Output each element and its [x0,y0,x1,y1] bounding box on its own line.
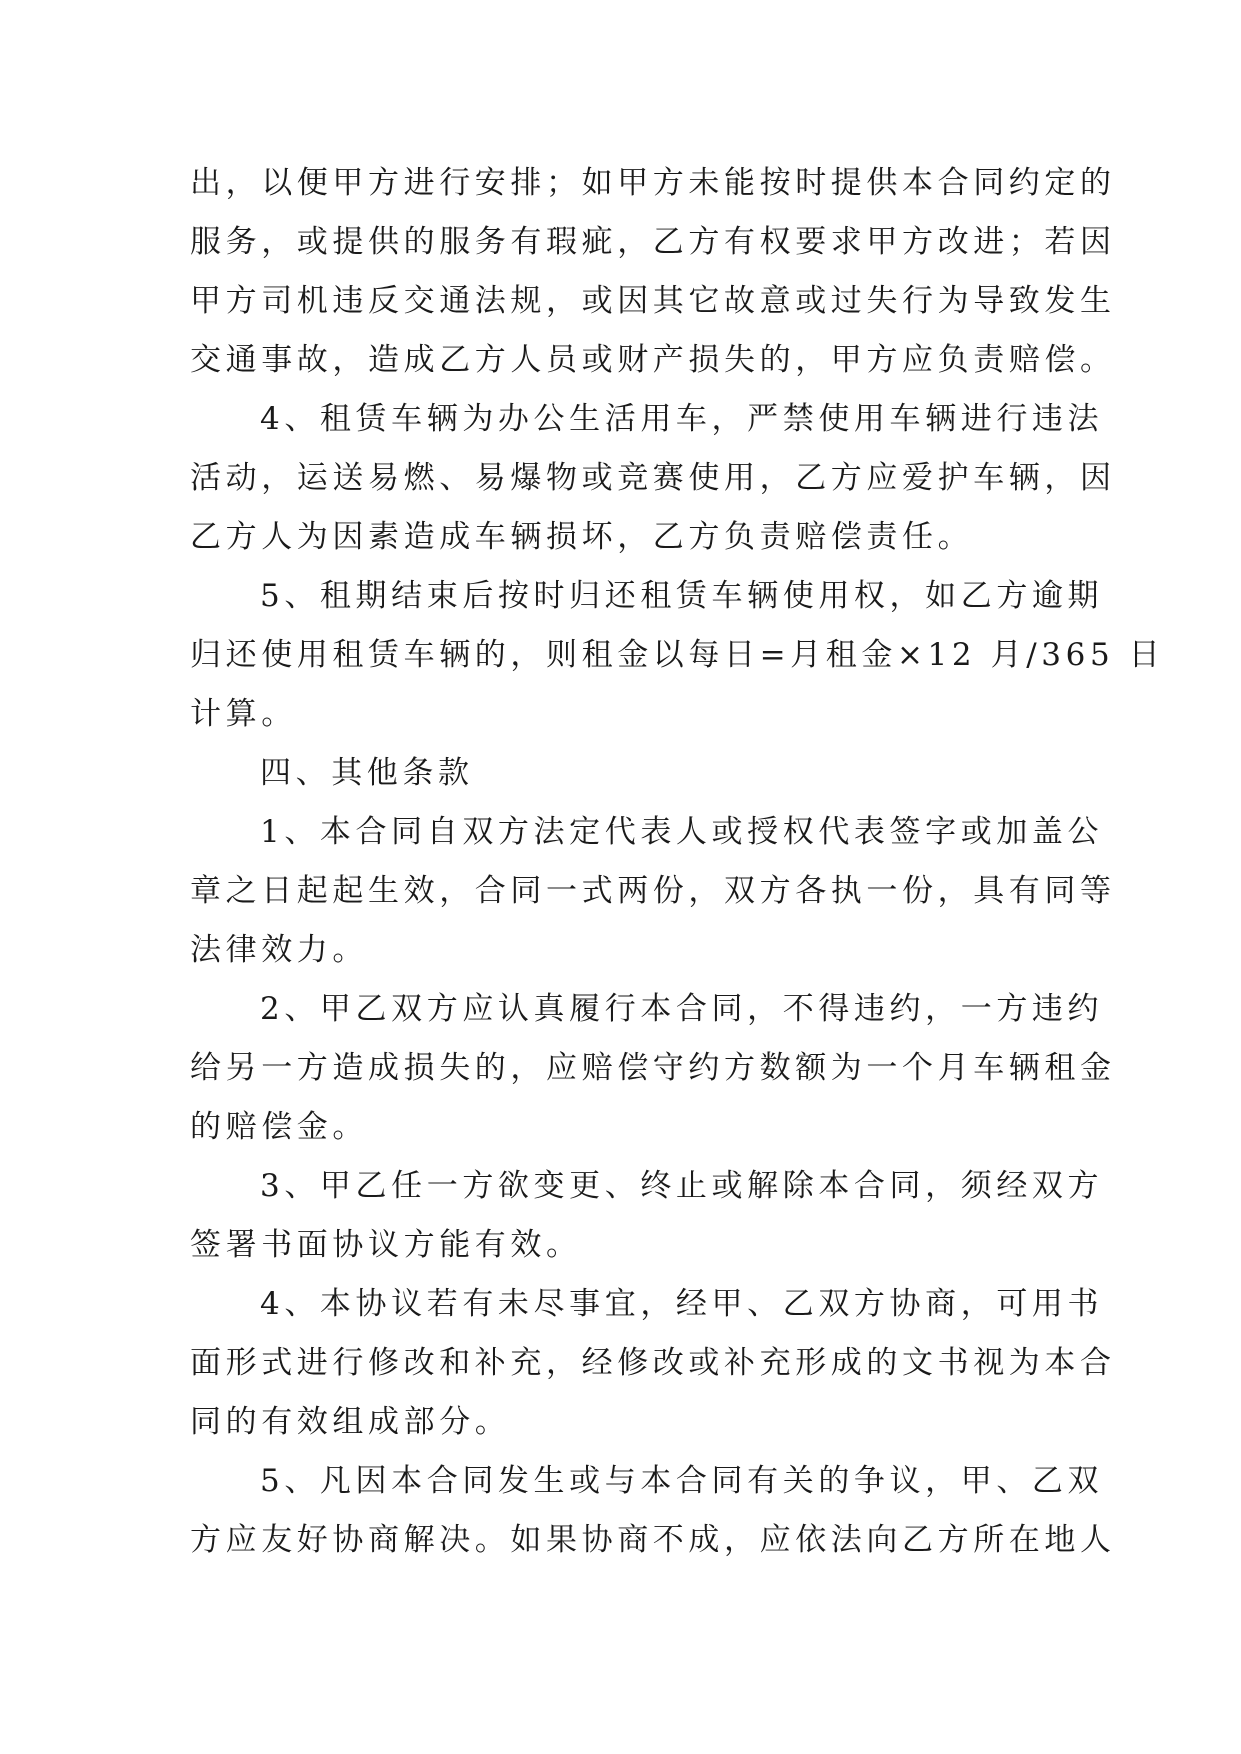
paragraph-clause-4-3 [190,1157,1104,1275]
text-line: 方应友好协商解决。如果协商不成，应依法向乙方所在地人 [190,1522,1116,1558]
document-body [190,154,1165,1570]
paragraph-clause-4-4 [190,1275,1116,1452]
text-line: 2、甲乙双方应认真履行本合同，不得违约，一方违约 [260,991,1104,1027]
paragraph-clause-3-4 [190,390,1116,567]
text-line: 同的有效组成部分。 [190,1404,511,1440]
paragraph-clause-4-1 [190,803,1116,980]
paragraph-clause-3-5 [190,567,1165,744]
text-line: 服务，或提供的服务有瑕疵，乙方有权要求甲方改进；若因 [190,224,1116,260]
text-line: 活动，运送易燃、易爆物或竞赛使用，乙方应爱护车辆，因 [190,460,1116,496]
paragraph-continued [190,154,1116,390]
text-line: 3、甲乙任一方欲变更、终止或解除本合同，须经双方 [260,1168,1104,1204]
text-line: 归还使用租赁车辆的，则租金以每日=月租金×12 月/365 日 [190,637,1165,673]
text-line: 签署书面协议方能有效。 [190,1227,582,1263]
text-line: 5、租期结束后按时归还租赁车辆使用权，如乙方逾期 [260,578,1104,614]
section-heading-text: 四、其他条款 [260,755,474,791]
text-line: 面形式进行修改和补充，经修改或补充形成的文书视为本合 [190,1345,1116,1381]
text-line: 乙方人为因素造成车辆损坏，乙方负责赔偿责任。 [190,519,974,555]
text-line: 甲方司机违反交通法规，或因其它故意或过失行为导致发生 [190,283,1116,319]
text-line: 章之日起起生效，合同一式两份，双方各执一份，具有同等 [190,873,1116,909]
text-line: 4、租赁车辆为办公生活用车，严禁使用车辆进行违法 [260,401,1104,437]
text-line: 交通事故，造成乙方人员或财产损失的，甲方应负责赔偿。 [190,342,1116,378]
text-line: 出，以便甲方进行安排；如甲方未能按时提供本合同约定的 [190,165,1116,201]
text-line: 4、本协议若有未尽事宜，经甲、乙双方协商，可用书 [260,1286,1104,1322]
text-line: 的赔偿金。 [190,1109,368,1145]
text-line: 5、凡因本合同发生或与本合同有关的争议，甲、乙双 [260,1463,1104,1499]
paragraph-clause-4-2 [190,980,1116,1157]
text-line: 给另一方造成损失的，应赔偿守约方数额为一个月车辆租金 [190,1050,1116,1086]
section-heading-other-terms [190,744,1052,803]
paragraph-clause-4-5 [190,1452,1116,1570]
text-line: 计算。 [190,696,297,732]
text-line: 法律效力。 [190,932,368,968]
text-line: 1、本合同自双方法定代表人或授权代表签字或加盖公 [260,814,1104,850]
